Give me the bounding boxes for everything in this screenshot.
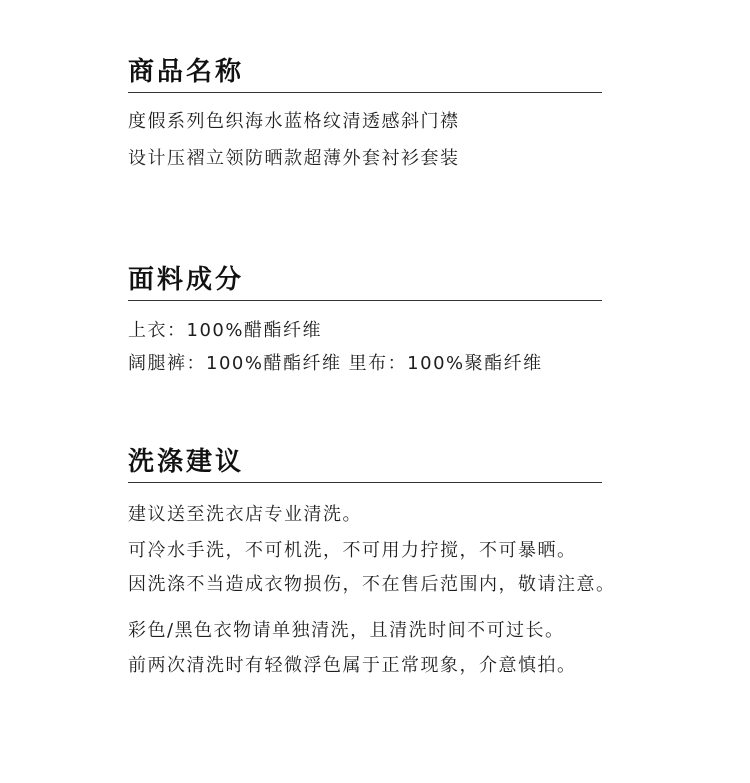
care-line-3: 因洗涤不当造成衣物损伤，不在售后范围内，敬请注意。: [128, 574, 616, 595]
fabric-line-top: 上衣：100%醋酯纤维: [128, 320, 322, 341]
care-section: [128, 445, 616, 676]
fabric-heading: 面料成分: [128, 265, 245, 295]
care-line-2: 可冷水手洗，不可机洗，不可用力拧搅，不可暴晒。: [128, 540, 577, 561]
product-name-divider: [128, 92, 602, 93]
care-heading: 洗涤建议: [128, 447, 245, 477]
care-line-4: 彩色/黑色衣物请单独清洗，且清洗时间不可过长。: [128, 620, 565, 641]
fabric-divider: [128, 300, 602, 301]
product-name-line-2: 设计压褶立领防晒款超薄外套衬衫套装: [128, 148, 460, 169]
care-line-5: 前两次清洗时有轻微浮色属于正常现象，介意慎拍。: [128, 655, 577, 676]
fabric-line-pants-lining: 阔腿裤：100%醋酯纤维 里布：100%聚酯纤维: [128, 353, 543, 374]
care-line-1: 建议送至洗衣店专业清洗。: [128, 504, 362, 525]
fabric-section: [128, 263, 602, 374]
product-name-section: [128, 55, 602, 169]
care-divider: [128, 482, 602, 483]
product-name-line-1: 度假系列色织海水蓝格纹清透感斜门襟: [128, 111, 460, 132]
product-name-heading: 商品名称: [128, 57, 245, 87]
